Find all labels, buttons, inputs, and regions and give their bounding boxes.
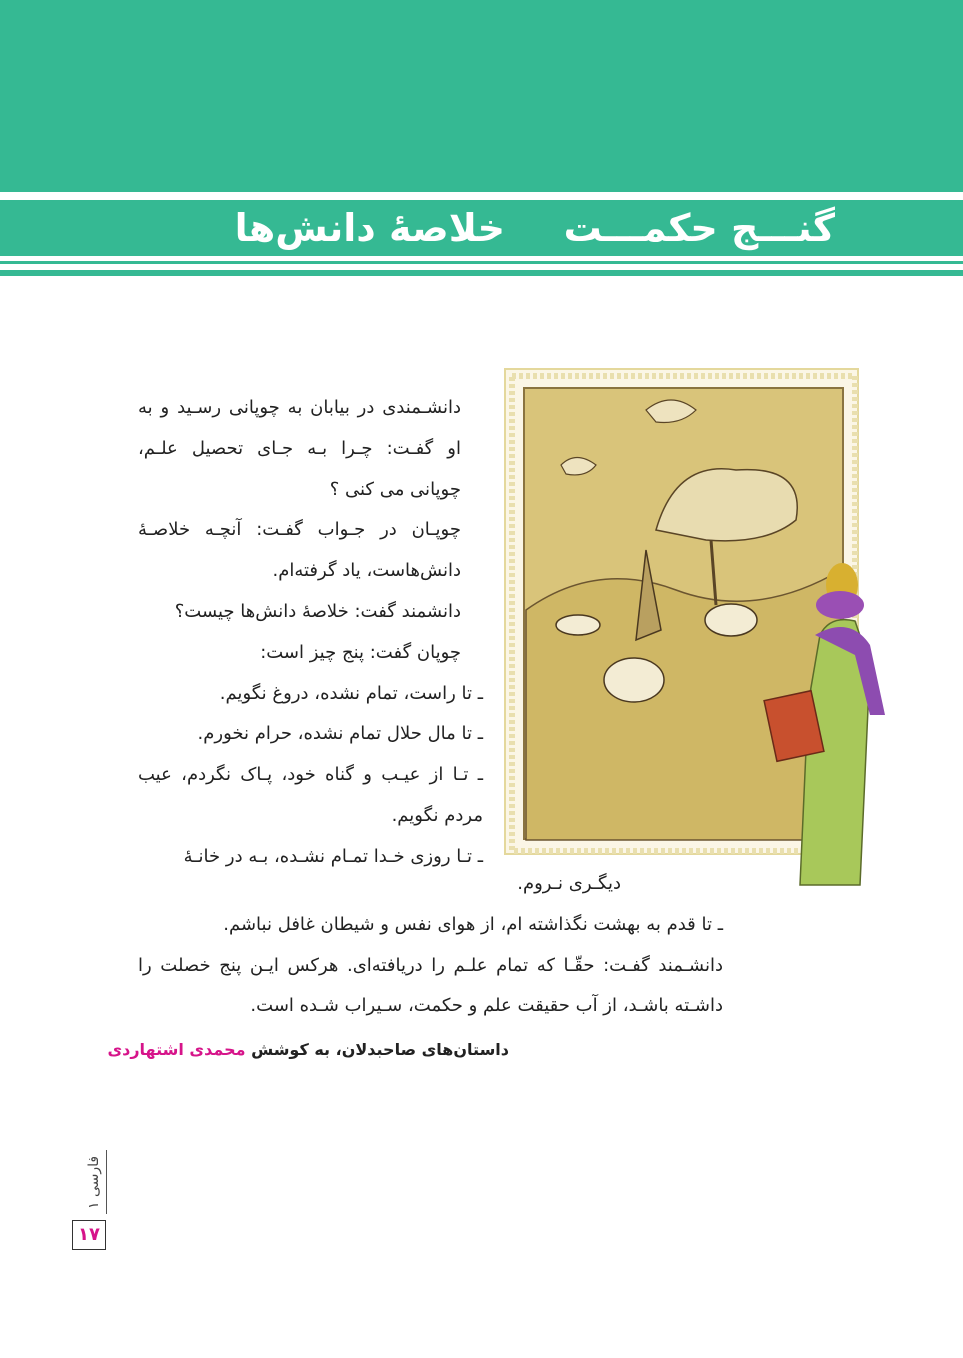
source-author: محمدی اشتهاردی: [107, 1040, 246, 1059]
header-band: [0, 0, 963, 192]
list-item: ـ تا راست، تمام نشده، دروغ نگویم.: [219, 682, 483, 704]
source-prefix: داستان‌های صاحبدلان، به کوشش: [251, 1040, 509, 1059]
story-paragraph: دانشـمند گفـت: حقّـا که تمام علـم را دریافته‌ای. هرکس ایـن پنج خصلت را داشـته باشـد، از آب حقیقت علم و حکمت، سـیراب شـده است.: [138, 954, 723, 1017]
list-item: ـ تا مال حلال تمام نشده، حرام نخورم.: [197, 723, 483, 745]
source-credit: [107, 1040, 509, 1059]
story-paragraph: چوپـان در جـواب گفـت: آنچـه خلاصـهٔ دانش‌هاست، یاد گرفته‌ام.: [138, 519, 461, 582]
lesson-title: خلاصهٔ دانش‌ها: [234, 206, 505, 250]
list-item: ـ تـا روزی خـدا تمـام نشـده، بـه در خانـهٔ: [183, 845, 483, 867]
story-wide: [138, 864, 723, 1027]
story-paragraph: دانشـمندی در بیابان به چوپانی رسـید و به او گفـت: چـرا بـه جـای تحصیل علـم، چوپانی می کنی ؟: [138, 397, 461, 500]
list-item-continuation: دیگـری نـروم.: [517, 873, 621, 894]
section-label: گنـــج حکمـــت: [563, 206, 835, 250]
page-number: ۱۷: [72, 1220, 106, 1250]
story-column: [138, 388, 483, 878]
book-name: فارسی ۱: [82, 1150, 107, 1214]
list-item: ـ تـا از عیـب و گناه خود، پـاک نگردم، عیب مردم نگویم.: [138, 764, 483, 826]
list-item: ـ تا قدم به بهشت نگذاشته ام، از هوای نفس و شیطان غافل نباشم.: [223, 913, 723, 935]
story-paragraph: دانشمند گفت: خلاصهٔ دانش‌ها چیست؟: [174, 600, 461, 622]
story-paragraph: چوپان گفت: پنج چیز است:: [260, 641, 461, 663]
scholar-figure: [760, 555, 900, 895]
